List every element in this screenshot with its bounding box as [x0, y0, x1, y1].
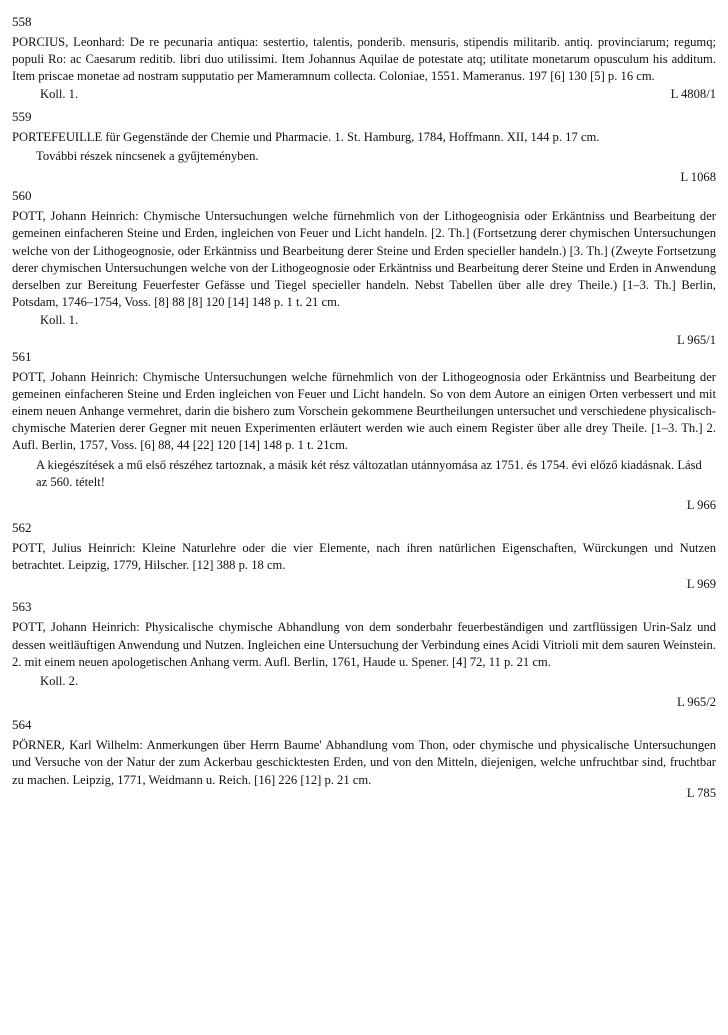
catalog-page [12, 14, 716, 802]
entry-number: 561 [12, 348, 32, 364]
catalog-entry-560 [12, 188, 716, 348]
entry-description: PORTEFEUILLE für Gegenstände der Chemie und Pharmacie. 1. St. Hamburg, 1784, Hoffmann. XII, 144 p. 17 cm. [12, 129, 600, 144]
entry-number: 559 [12, 108, 32, 124]
entry-number: 564 [12, 717, 32, 733]
entry-description: POTT, Johann Heinrich: Chymische Untersuchungen welche fürnehmlich von der Lithogeognosia oder Erkäntniss und Bearbeitung der gemeinen einfacheren Steine und Erden ingleichen von Feuer und Licht handeln. So von dem Autore an einigen Orten verbessert und mit einem neuen Anhange vermehret, darin die bishero zum Vorschein gekommene Beurtheilungen untersuchet und verschiedene physicalisch-chymische Materien derer Gegner mit neuen Experimenten erläutert werden wie auch einem Register über alle drey Theile. [1–3. Th.] 2. Aufl. Berlin, 1757, Voss. [6] 88, 44 [22] 120 [14] 148 p. 1 t. 21cm. [12, 369, 716, 453]
entry-shelfmark: L 4808/1 [670, 86, 716, 101]
catalog-entry-564 [12, 717, 716, 802]
entry-note: Koll. 2. [40, 674, 79, 689]
entry-description: PÖRNER, Karl Wilhelm: Anmerkungen über Herrn Baume' Abhandlung vom Thon, oder chymische und physicalische Untersuchungen und Versuche von der Natur der zum Ackerbau geschicktesten Erden, und von den Mitteln, diejenigen, welche unfruchtbar sind, fruchtbar zu machen. Leipzig, 1771, Weidmann u. Reich. [16] 226 [12] p. 21 cm. [12, 738, 716, 787]
entry-number: 558 [12, 14, 32, 29]
entry-note: A kiegészítések a mű első részéhez tartoznak, a másik két rész változatlan utánnyomása az 1751. és 1754. évi előző kiadásnak. Lásd az 560. tételt! [36, 457, 702, 489]
catalog-entry-558 [12, 14, 716, 103]
catalog-entry-559 [12, 109, 716, 186]
entry-shelfmark: L 965/2 [676, 695, 716, 710]
entry-shelfmark: L 969 [686, 577, 716, 592]
entry-note [12, 86, 716, 103]
entry-description: PORCIUS, Leonhard: De re pecunaria antiqua: sestertio, talentis, ponderib. mensuris, stipendis militarib. antiq. provinciarum; regumq; populi Ro: ac Caesarum reditib. libri duo utilissimi. Item Johannus Aquilae de potestate atq; utilitate monetarum opusculum his additum. Item priscae monetae ad nostram supputatio per Mameramnum collecta. Coloniae, 1551. Mameranus. 197 [6] 130 [5] p. 16 cm. [12, 35, 716, 84]
entry-description: POTT, Johann Heinrich: Physicalische chymische Abhandlung von dem sonderbahr feuerbeständigen und zartflüssigen Urin-Salz und dessen weitläuftigen Anwendung und Nutzen. Ingleichen eine Untersuchung der Verbindung eines Acidi Vitrioli mit dem sauren Weinstein. 2. mit einem neuen apologetischen Anhang verm. Aufl. Berlin, 1761, Haude u. Spener. [4] 72, 11 p. 21 cm. [12, 620, 716, 669]
entry-shelfmark: L 965/1 [676, 332, 716, 347]
entry-note-text: Koll. 1. [40, 86, 79, 101]
entry-number: 562 [12, 520, 32, 536]
entry-note: Koll. 1. [40, 313, 79, 328]
entry-shelfmark: L 1068 [680, 170, 716, 185]
entry-shelfmark: L 966 [686, 498, 716, 513]
entry-note: További részek nincsenek a gyűjteményben. [36, 149, 259, 164]
catalog-entry-561 [12, 349, 716, 514]
entry-description: POTT, Julius Heinrich: Kleine Naturlehre oder die vier Elemente, nach ihren natürlichen Eigenschaften, Würckungen und Nutzen betrachtet. Leipzig, 1779, Hilscher. [12] 388 p. 18 cm. [12, 541, 716, 573]
catalog-entry-562 [12, 520, 716, 593]
entry-description: POTT, Johann Heinrich: Chymische Untersuchungen welche fürnehmlich von der Lithogeognisia oder Erkäntniss und Bearbeitung der gemeinen einfacheren Steine und Erden, ingleichen von Feuer und Licht handeln. [2. Th.] (Fortsetzung derer chymischen Untersuchungen welche von der Lithogeognosie, oder Erkäntniss und Bearbeitung derer Steine und Erden specieller handeln.) [3. Th.] (Zweyte Fortsetzung derer chymischen Untersuchungen welche von der Lithogeognosie oder Erkäntniss und Bearbeitung derer Steine und Erden in Anwendung derselben zur Bereitung Feuerfester Gefässe und Tiegel specieller handeln. Nebst Tabellen über alle drey Theile.) [1–3. Th.] Berlin, Potsdam, 1746–1754, Voss. [8] 88 [8] 120 [14] 148 p. 1 t. 21 cm. [12, 209, 716, 310]
entry-shelfmark: L 785 [686, 785, 716, 800]
entry-number: 560 [12, 188, 32, 204]
catalog-entry-563 [12, 599, 716, 711]
entry-number: 563 [12, 599, 32, 615]
